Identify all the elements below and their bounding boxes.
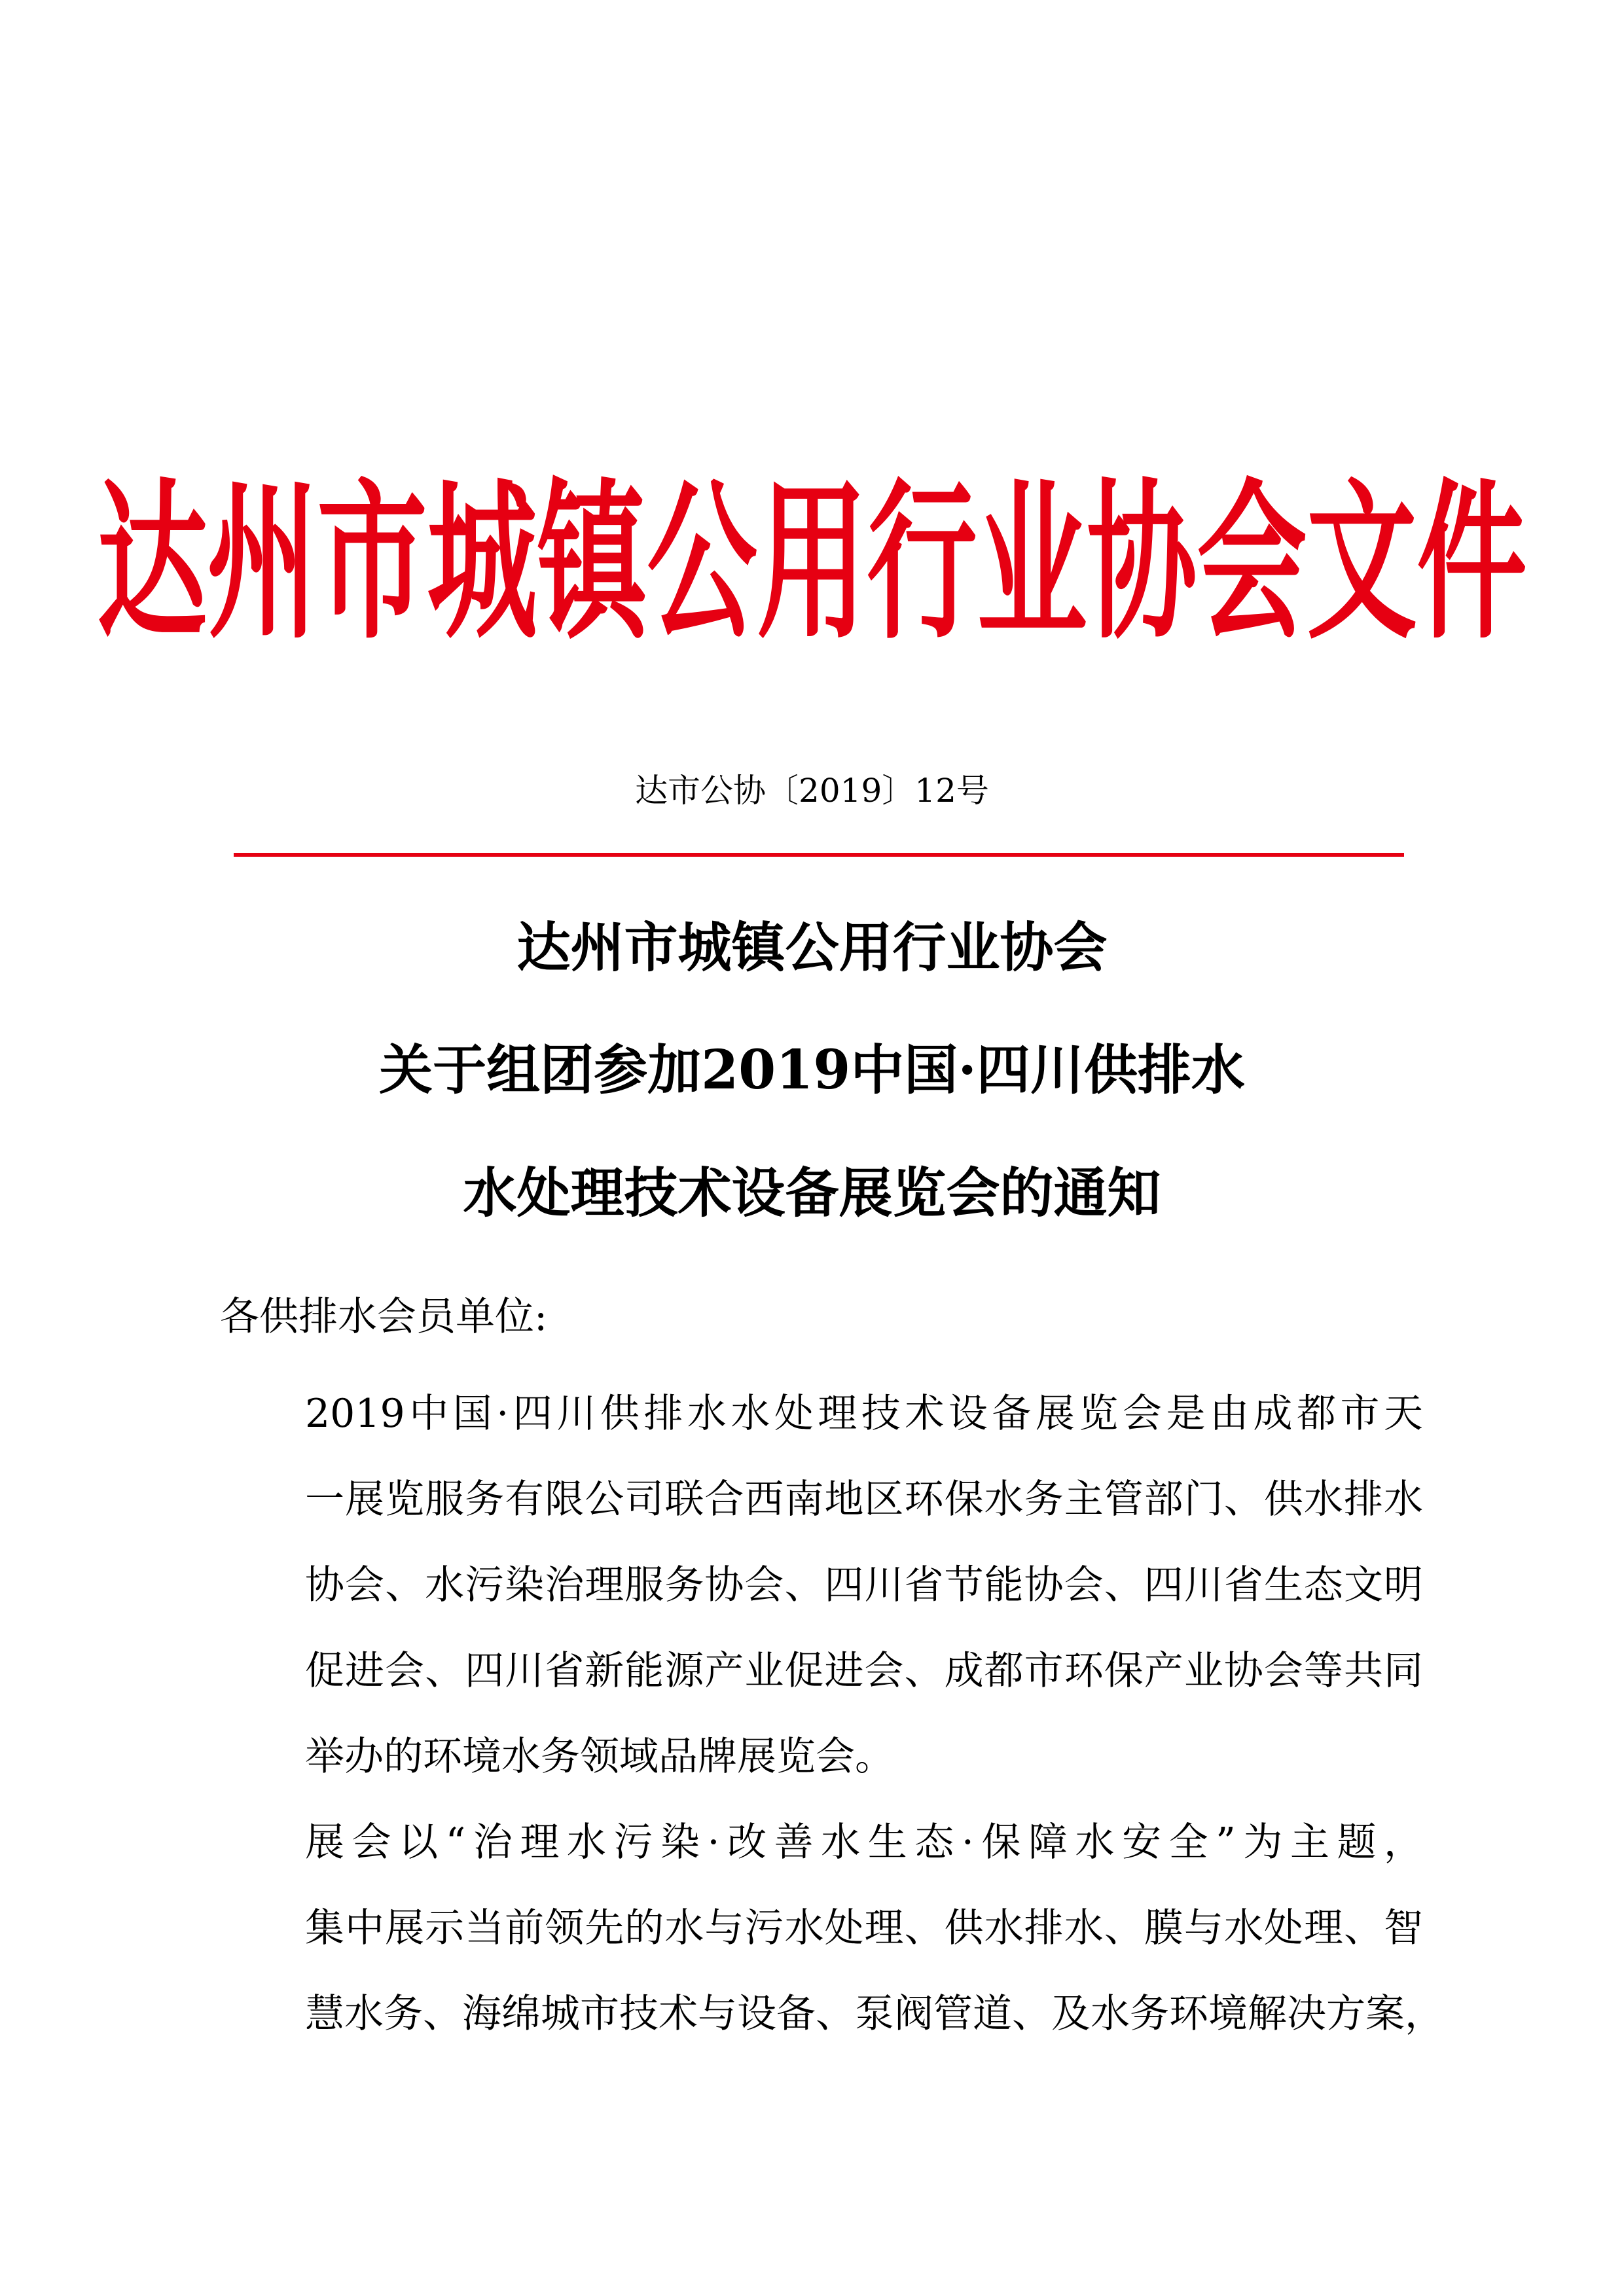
org-file-title: 达州市城镇公用行业协会文件 (97, 463, 1527, 662)
document-number: 达市公协〔2019〕12号 (635, 772, 989, 810)
salutation: 各供排水会员单位: (220, 1294, 548, 1340)
paragraph-line: 2019中国·四川供排水水处理技术设备展览会是由成都市天 (305, 1391, 1423, 1437)
notice-title-line-2: 关于组团参加2019中国·四川供排水 (379, 1039, 1245, 1102)
red-divider-line (234, 853, 1404, 857)
paragraph-line: 举办的环境水务领域品牌展览会。 (305, 1734, 894, 1780)
paragraph-line: 集中展示当前领先的水与污水处理、供水排水、膜与水处理、智 (305, 1905, 1423, 1951)
paragraph-line: 协会、水污染治理服务协会、四川省节能协会、四川省生态文明 (305, 1562, 1423, 1608)
paragraph-line: 一展览服务有限公司联合西南地区环保水务主管部门、供水排水 (305, 1477, 1423, 1522)
paragraph-line: 促进会、四川省新能源产业促进会、成都市环保产业协会等共同 (305, 1648, 1423, 1694)
paragraph-line: 慧水务、海绵城市技术与设备、泵阀管道、及水务环境解决方案， (305, 1991, 1444, 2037)
paragraph-line: 展会以“治理水污染·改善水生态·保障水安全”为主题， (305, 1820, 1423, 1865)
body-paragraph-1 (220, 1371, 1423, 1800)
notice-title-line-1: 达州市城镇公用行业协会 (516, 916, 1108, 979)
body-paragraph-2 (220, 1800, 1444, 2057)
notice-title-line-3: 水处理技术设备展览会的通知 (463, 1162, 1161, 1225)
